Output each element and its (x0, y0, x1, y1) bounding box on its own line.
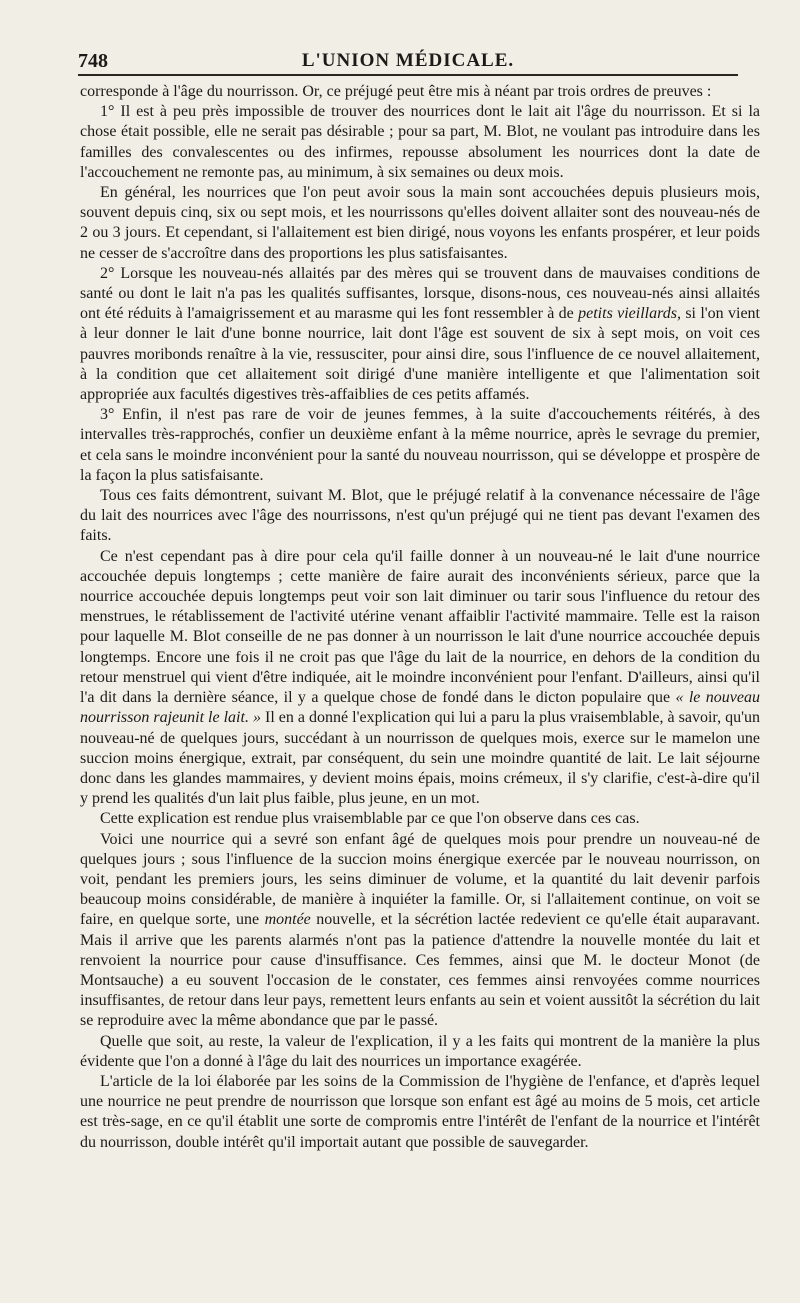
italic-phrase: petits vieillards, (578, 305, 681, 323)
paragraph: 2° Lorsque les nouveau-nés allaités par des mères qui se trouvent dans de mauvaises conditions de santé ou dont le lait n'a pas les qualités suffisantes, lorsque, disons-nous, ces nouveau-nés ainsi allaités ont été réduits à l'amaigrissement et au marasme qui les font ressembler à de petits vieillards, si l'on vient à leur donner le lait d'une bonne nourrice, lait dont l'âge est souvent de six à sept mois, on voit ces pauvres moribonds renaître à la vie, ressusciter, pour ainsi dire, sous l'influence de ce nouvel allaitement, à la condition que cet allaitement soit dirigé d'une manière intelligente et que l'alimentation soit appropriée aux facultés digestives très-affaiblies de ces petits affamés. (80, 264, 760, 404)
page-number: 748 (78, 50, 108, 72)
running-title: L'UNION MÉDICALE. (301, 50, 515, 71)
paragraph: Voici une nourrice qui a sevré son enfant âgé de quelques mois pour prendre un nouveau-né de quelques jours ; sous l'influence de la succion moins énergique exercée par le nouveau nourrisson, on voit, pendant les premiers jours, les seins diminuer de volume, et la quantité du lait devenir parfois beaucoup moins considérable, de manière à inquiéter la famille. Or, si l'allaitement continue, on voit se faire, en quelque sorte, une montée nouvelle, et la sécrétion lactée redevient ce qu'elle était auparavant. Mais il arrive que les parents alarmés n'ont pas la patience d'attendre la nouvelle montée du lait et renvoient la nourrice pour cause d'insuffisance. Ces femmes, ainsi que M. le docteur Monot (de Montsauche) a eu souvent l'occasion de le constater, ces femmes ainsi renvoyées comme nourrices insuffisantes, de retour dans leur pays, remettent leurs enfants au sein et voient aussitôt la sécrétion du lait se reproduire avec la même abondance que par le passé. (80, 830, 761, 1030)
paragraph: 1° Il est à peu près impossible de trouver des nourrices dont le lait ait l'âge du nourrisson. Et si la chose était possible, elle ne serait pas désirable ; pour sa part, M. Blot, ne voulant pas introduire dans les familles des convalescentes ou des infirmes, repousse absolument les nourrices dont la date de l'accouchement ne remonte pas, au minimum, à six semaines ou deux mois. (80, 103, 760, 181)
italic-word: montée (264, 911, 311, 929)
article-body (80, 82, 760, 1153)
paragraph: 3° Enfin, il n'est pas rare de voir de jeunes femmes, à la suite d'accouchements réitérés, à des intervalles très-rapprochés, confier un deuxième enfant à la même nourrice, après le sevrage du premier, et cela sans le moindre inconvénient pour la santé du nouveau nourrisson, qui se développe et prospère de la façon la plus satisfaisante. (80, 406, 760, 484)
paragraph: Tous ces faits démontrent, suivant M. Blot, que le préjugé relatif à la convenance nécessaire de l'âge du lait des nourrices avec l'âge des nourrissons, n'est qu'un préjugé qui ne tient pas devant l'examen des faits. (80, 487, 760, 545)
paragraph: Ce n'est cependant pas à dire pour cela qu'il faille donner à un nouveau-né le lait d'une nourrice accouchée depuis longtemps ; cette manière de faire aurait des inconvénients sérieux, parce que la nourrice accouchée depuis longtemps peut voir son lait diminuer ou tarir sous l'influence du retour des menstrues, le rétablissement de l'activité utérine venant affaiblir l'activité mammaire. Telle est la raison pour laquelle M. Blot conseille de ne pas donner à un nourrisson le lait d'une nourrice accouchée depuis longtemps. Encore une fois il ne croit pas que l'âge du lait de la nourrice, en dehors de la condition du retour menstruel qui vient d'être indiquée, ait le moindre inconvénient pour l'enfant. D'ailleurs, ainsi qu'il l'a dit dans la dernière séance, il y a quelque chose de fondé dans le dicton populaire que « le nouveau nourrisson rajeunit le lait. » Il en a donné l'explication qui lui a paru la plus vraisemblable, à savoir, qu'un nouveau-né de quelques jours, succédant à un nourrisson de quelques mois, exerce sur le mamelon une succion moins énergique, extrait, par conséquent, du sein une moindre quantité de lait. Le lait séjourne donc dans les glandes mammaires, y devient moins épais, moins crémeux, il s'y clarifie, c'est-à-dire qu'il y prend les qualités d'un lait plus faible, plus jeune, en un mot. (80, 547, 761, 808)
header-rule (78, 74, 738, 76)
paragraph: Quelle que soit, au reste, la valeur de l'explication, il y a les faits qui montrent de la manière la plus évidente que l'on a donné à l'âge du lait des nourrices un importance exagérée. (80, 1032, 760, 1070)
paragraph: L'article de la loi élaborée par les soins de la Commission de l'hygiène de l'enfance, et d'après lequel une nourrice ne peut prendre de nourrisson que lorsque son enfant est âgé au moins de 5 mois, cet article est très-sage, en ce qu'il établit une sorte de compromis entre l'intérêt de l'enfant de la nourrice et l'intérêt du nourrisson, double intérêt qu'il importait autant que possible de sauvegarder. (80, 1072, 760, 1151)
paragraph: Cette explication est rendue plus vraisemblable par ce que l'on observe dans ces cas. (100, 810, 640, 828)
italic-quote: « le nouveau nourrisson rajeunit le lait. » (80, 689, 761, 727)
page-header (78, 44, 738, 74)
paragraph: En général, les nourrices que l'on peut avoir sous la main sont accouchées depuis plusieurs mois, souvent depuis cinq, six ou sept mois, et les nourrissons qu'elles doivent allaiter sont des nouveau-nés de 2 ou 3 jours. Et cependant, si l'allaitement est bien dirigé, nous voyons les enfants prospérer, et leur poids ne cesser de s'accroître dans des proportions les plus satisfaisantes. (80, 184, 760, 262)
paragraph: corresponde à l'âge du nourrisson. Or, ce préjugé peut être mis à néant par trois ordres de preuves : (80, 83, 712, 100)
